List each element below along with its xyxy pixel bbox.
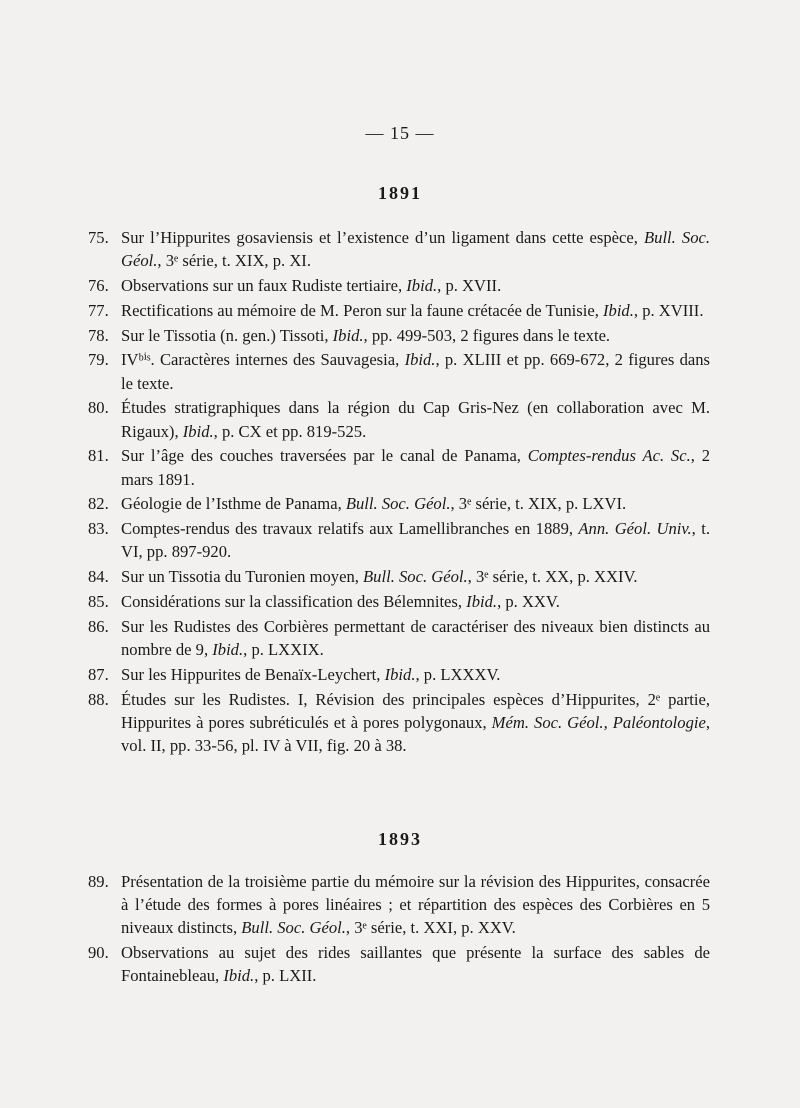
- bibliography-entry: [88, 226, 710, 272]
- bibliography-entry: [88, 590, 710, 613]
- entry-text: [121, 226, 710, 272]
- entry-text-segment: Sur un Tissotia du Turonien moyen,: [121, 567, 364, 587]
- entry-number: 85.: [88, 591, 109, 611]
- entry-text: [121, 324, 710, 347]
- entry-text: [121, 688, 710, 758]
- bibliography-list: [88, 870, 710, 989]
- bibliography-entry: [88, 492, 710, 515]
- entry-text-segment: Observations sur un faux Rudiste tertiaire,: [121, 276, 407, 295]
- entry-text-segment: IVᵇⁱˢ. Caractères internes des Sauvagesia,: [121, 350, 405, 370]
- bibliography-entry: [88, 870, 710, 940]
- entry-citation-italic: Bull. Soc. Géol.: [121, 228, 711, 271]
- entry-text-segment: Présentation de la troisième partie du mémoire sur la révision des Hippurites, consacrée à l’étude des formes à pores linéaires ; et répartition des espèces des Corbières en 5 niveaux distincts,: [121, 872, 710, 938]
- bibliography-list: [88, 226, 710, 759]
- entry-number: 87.: [88, 664, 109, 684]
- entry-number: 75.: [88, 228, 109, 247]
- entry-text: [121, 615, 710, 661]
- entry-text-segment: , p. XXV.: [497, 591, 560, 611]
- entry-number: 79.: [88, 350, 109, 370]
- entry-text-segment: Sur le Tissotia (n. gen.) Tissoti,: [121, 325, 333, 345]
- entry-number: 84.: [88, 567, 109, 587]
- entry-citation-italic: Ibid.: [404, 350, 436, 370]
- entry-text-segment: , p. XVIII.: [633, 300, 704, 320]
- entry-text-segment: , t. VI, pp. 897-920.: [121, 519, 710, 562]
- bibliography-entry: [88, 941, 710, 987]
- entry-number: 76.: [88, 276, 109, 295]
- bibliography-entry: [88, 444, 710, 490]
- bibliography-entry: [88, 324, 710, 347]
- entry-text: [121, 444, 710, 490]
- entry-citation-italic: Ibid.: [406, 276, 438, 295]
- entry-citation-italic: Bull. Soc. Géol.: [345, 494, 451, 514]
- entry-citation-italic: Ibid.: [223, 966, 255, 986]
- bibliography-entry: [88, 663, 710, 686]
- entry-text-segment: , 3ᵉ série, t. XX, p. XXIV.: [467, 567, 638, 587]
- entry-text-segment: Sur l’Hippurites gosaviensis et l’existence d’un ligament dans cette espèce,: [121, 228, 645, 247]
- entry-text: [121, 274, 710, 297]
- entry-text: [121, 299, 710, 322]
- entry-number: 88.: [88, 689, 109, 709]
- entry-citation-italic: Ibid.: [182, 421, 214, 441]
- bibliography-entry: [88, 299, 710, 322]
- entry-text: [121, 590, 710, 613]
- page-number: — 15 —: [365, 123, 435, 143]
- entry-number: 83.: [88, 519, 109, 539]
- entry-text: [121, 396, 710, 442]
- entry-text: [121, 492, 710, 515]
- bibliography-entry: [88, 565, 710, 588]
- section-year-heading: 1893: [378, 829, 422, 849]
- entry-text-segment: Géologie de l’Isthme de Panama,: [121, 494, 346, 514]
- entry-text-segment: , vol. II, pp. 33-56, pl. IV à VII, fig. 20 à 38.: [121, 712, 710, 755]
- entry-citation-italic: Ibid.: [212, 639, 244, 659]
- entry-number: 82.: [88, 494, 109, 514]
- entry-text-segment: Études stratigraphiques dans la région du Cap Gris-Nez (en collaboration avec M. Rigaux),: [121, 398, 710, 441]
- entry-number: 77.: [88, 300, 109, 320]
- entry-text-segment: , p. LXXXV.: [415, 664, 501, 684]
- entry-text-segment: , p. CX et pp. 819-525.: [213, 421, 367, 441]
- bibliography-entry: [88, 348, 710, 394]
- entry-text-segment: , 2 mars 1891.: [121, 446, 710, 489]
- bibliography-entry: [88, 274, 710, 297]
- entry-number: 89.: [88, 872, 109, 891]
- entry-citation-italic: Mém. Soc. Géol., Paléontologie: [491, 712, 706, 732]
- bibliography-entry: [88, 688, 710, 758]
- entry-text: [121, 517, 710, 563]
- bibliography-entry: [88, 396, 710, 442]
- entry-number: 86.: [88, 616, 109, 636]
- entry-citation-italic: Bull. Soc. Géol.: [241, 918, 346, 938]
- entry-number: 78.: [88, 325, 109, 345]
- entry-number: 81.: [88, 446, 109, 466]
- entry-citation-italic: Comptes-rendus Ac. Sc.: [527, 446, 691, 466]
- entry-text-segment: , p. XVII.: [437, 276, 502, 295]
- entry-citation-italic: Ibid.: [384, 664, 416, 684]
- entry-citation-italic: Ibid.: [466, 591, 498, 611]
- entry-text: [121, 348, 710, 394]
- entry-number: 80.: [88, 398, 109, 418]
- entry-text: [121, 870, 710, 940]
- entry-citation-italic: Ann. Géol. Univ.: [578, 519, 692, 539]
- entry-text: [121, 663, 710, 686]
- entry-citation-italic: Ibid.: [603, 300, 634, 320]
- entry-text-segment: Considérations sur la classification des Bélemnites,: [121, 591, 467, 611]
- entry-text-segment: , pp. 499-503, 2 figures dans le texte.: [363, 325, 611, 345]
- entry-text-segment: Sur l’âge des couches traversées par le canal de Panama,: [121, 446, 528, 466]
- entry-text-segment: Comptes-rendus des travaux relatifs aux Lamellibranches en 1889,: [121, 519, 579, 539]
- entry-citation-italic: Bull. Soc. Géol.: [363, 567, 468, 587]
- entry-text-segment: Sur les Hippurites de Benaïx-Leychert,: [121, 664, 385, 684]
- entry-text-segment: Rectifications au mémoire de M. Peron sur la faune crétacée de Tunisie,: [121, 300, 603, 320]
- entry-text: [121, 941, 710, 987]
- entry-text-segment: , 3ᵉ série, t. XXI, p. XXV.: [345, 918, 516, 938]
- entry-text-segment: Observations au sujet des rides saillantes que présente la surface des sables de Fontainebleau,: [121, 943, 710, 986]
- section-year-heading: 1891: [378, 183, 422, 203]
- entry-text-segment: , p. XLIII et pp. 669-672, 2 figures dans le texte.: [121, 350, 711, 393]
- entry-text-segment: , p. LXXIX.: [243, 639, 324, 659]
- entry-text-segment: , p. LXII.: [254, 966, 317, 986]
- entry-citation-italic: Ibid.: [332, 325, 364, 345]
- entry-text-segment: Études sur les Rudistes. I, Révision des principales espèces d’Hippurites, 2ᵉ partie, Hippurites à pores subréticulés et à pores polygonaux,: [121, 689, 710, 732]
- bibliography-entry: [88, 615, 710, 661]
- entry-text-segment: , 3ᵉ série, t. XIX, p. XI.: [157, 251, 311, 271]
- entry-text-segment: Sur les Rudistes des Corbières permettant de caractériser des niveaux bien distincts au nombre de 9,: [121, 616, 710, 659]
- entry-number: 90.: [88, 943, 109, 963]
- entry-text-segment: , 3ᵉ série, t. XIX, p. LXVI.: [450, 494, 627, 514]
- bibliography-entry: [88, 517, 710, 563]
- entry-text: [121, 565, 710, 588]
